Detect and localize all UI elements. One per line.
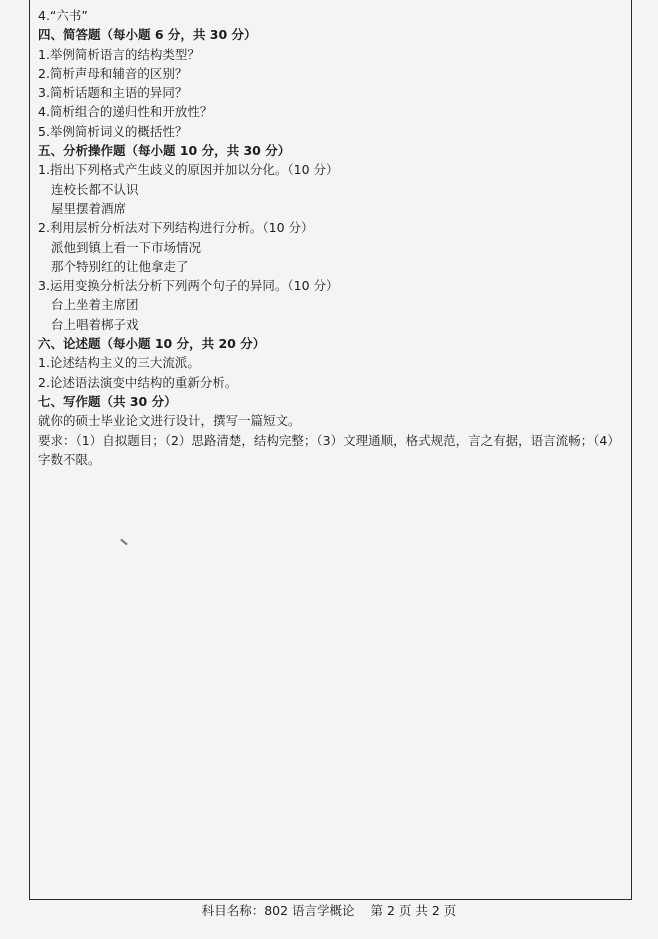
- example-sentence: 台上唱着梆子戏: [51, 316, 139, 332]
- example-sentence: 派他到镇上看一下市场情况: [51, 239, 202, 255]
- example-sentence: 那个特别红的让他拿走了: [51, 258, 189, 274]
- question-item: 3.简析话题和主语的异同？: [38, 85, 188, 101]
- section-heading: 五、分析操作题（每小题 10 分，共 30 分）: [38, 143, 291, 159]
- example-sentence: 屋里摆着酒席: [51, 200, 127, 216]
- question-item: 4.“六书”: [38, 8, 88, 23]
- question-item: 4.简析组合的递归性和开放性？: [38, 104, 213, 120]
- question-item: 3.运用变换分析法分析下列两个句子的异同。（10 分）: [38, 278, 339, 294]
- requirement-text: 要求：（1）自拟题目；（2）思路清楚，结构完整；（3）文理通顺，格式规范，言之有据，语言流畅；（4）字数不限。: [38, 432, 620, 467]
- question-item: 就你的硕士毕业论文进行设计，撰写一篇短文。: [38, 413, 301, 429]
- question-item: 1.举例简析语言的结构类型？: [38, 46, 200, 62]
- question-item: 1.指出下列格式产生歧义的原因并加以分化。（10 分）: [38, 162, 339, 178]
- section-heading: 七、写作题（共 30 分）: [38, 393, 177, 409]
- question-item: 2.简析声母和辅音的区别？: [38, 65, 188, 81]
- example-sentence: 连校长都不认识: [51, 181, 139, 197]
- section-heading: 六、论述题（每小题 10 分，共 20 分）: [38, 336, 266, 352]
- example-sentence: 台上坐着主席团: [51, 297, 139, 313]
- question-item: 2.利用层析分析法对下列结构进行分析。（10 分）: [38, 220, 314, 236]
- question-item: 1.论述结构主义的三大流派。: [38, 355, 200, 371]
- question-item: 2.论述语法演变中结构的重新分析。: [38, 374, 238, 390]
- page-number: 第 2 页 共 2 页: [370, 903, 457, 918]
- question-item: 5.举例简析词义的概括性？: [38, 123, 188, 139]
- subject-name: 科目名称：802 语言学概论: [201, 903, 355, 918]
- page-footer: [0, 903, 658, 919]
- section-heading: 四、简答题（每小题 6 分，共 30 分）: [38, 27, 257, 43]
- exam-content: [38, 6, 623, 469]
